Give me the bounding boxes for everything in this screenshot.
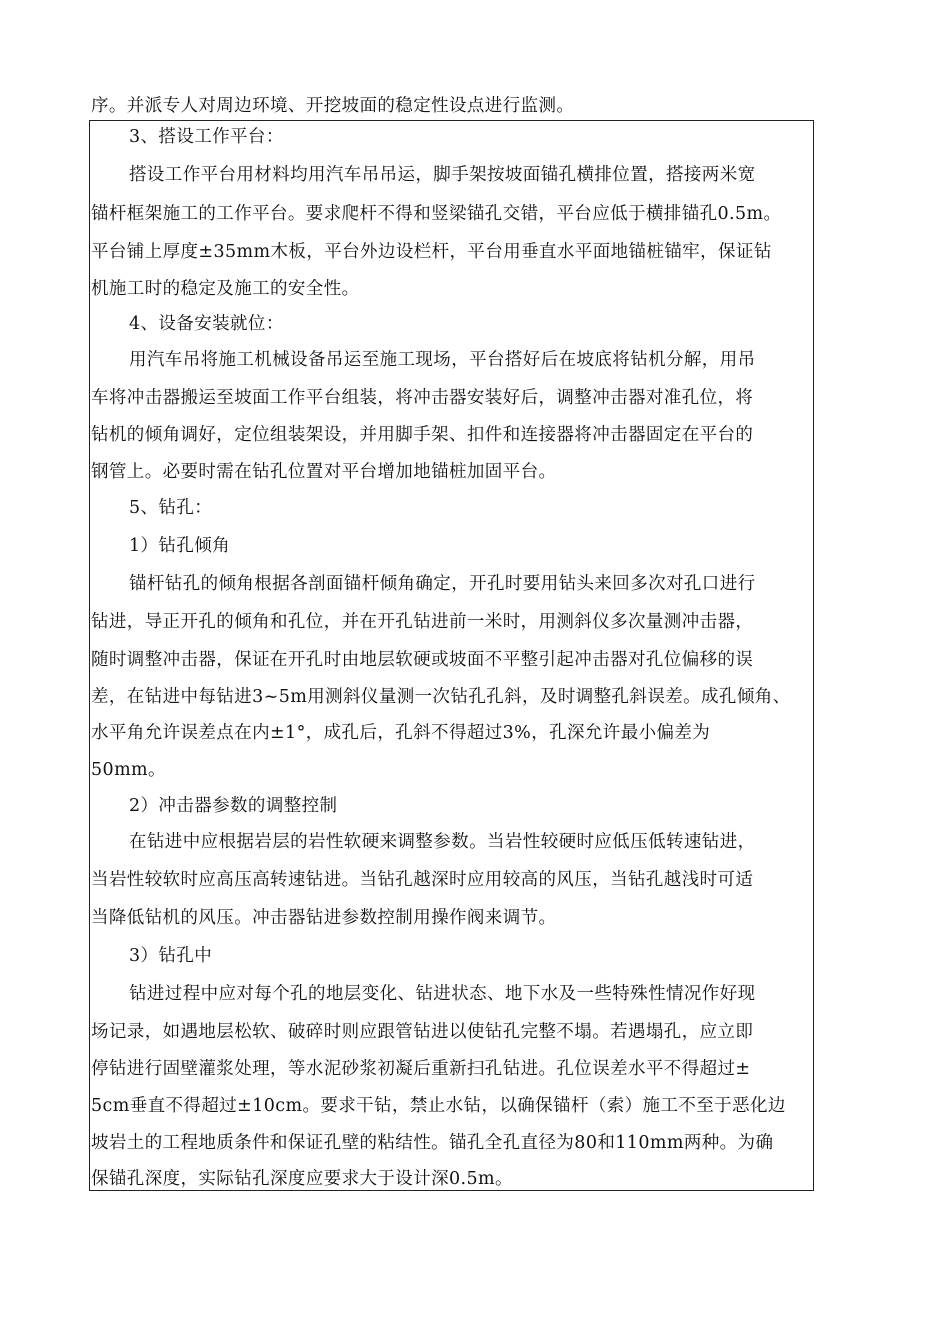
text-line: 停钻进行固壁灌浆处理，等水泥砂浆初凝后重新扫孔钻进。孔位误差水平不得超过± <box>91 1059 751 1079</box>
text-line: 当岩性较软时应高压高转速钻进。当钻孔越深时应用较高的风压，当钻孔越浅时可适 <box>91 870 754 890</box>
text-line: 保锚孔深度，实际钻孔深度应要求大于设计深0.5m。 <box>91 1169 513 1189</box>
text-line: 钻机的倾角调好，定位组装架设，并用脚手架、扣件和连接器将冲击器固定在平台的 <box>91 425 754 445</box>
text-line: 场记录，如遇地层松软、破碎时则应跟管钻进以使钻孔完整不塌。若遇塌孔，应立即 <box>91 1022 754 1042</box>
text-line: 锚杆框架施工的工作平台。要求爬杆不得和竖梁锚孔交错，平台应低于横排锚孔0.5m。 <box>91 204 782 224</box>
text-line: 钻进过程中应对每个孔的地层变化、钻进状态、地下水及一些特殊性情况作好现 <box>129 984 756 1004</box>
text-line: 搭设工作平台用材料均用汽车吊吊运，脚手架按坡面锚孔横排位置，搭接两米宽 <box>129 165 756 185</box>
text-line: 序。并派专人对周边环境、开挖坡面的稳定性设点进行监测。 <box>91 96 575 116</box>
text-line: 锚杆钻孔的倾角根据各剖面锚杆倾角确定，开孔时要用钻头来回多次对孔口进行 <box>129 574 756 594</box>
text-line: 差，在钻进中每钻进3~5m用测斜仪量测一次钻孔孔斜，及时调整孔斜误差。成孔倾角、 <box>91 687 791 707</box>
text-line: 随时调整冲击器，保证在开孔时由地层软硬或坡面不平整引起冲击器对孔位偏移的误 <box>91 650 754 670</box>
subsection-heading: 1）钻孔倾角 <box>129 536 231 556</box>
subsection-heading: 2）冲击器参数的调整控制 <box>129 796 338 816</box>
text-line: 钻进，导正开孔的倾角和孔位，并在开孔钻进前一米时，用测斜仪多次量测冲击器， <box>91 612 754 632</box>
text-line: 用汽车吊将施工机械设备吊运至施工现场，平台搭好后在坡底将钻机分解，用吊 <box>129 350 756 370</box>
text-line: 机施工时的稳定及施工的安全性。 <box>91 279 360 299</box>
text-line: 5cm垂直不得超过±10cm。要求干钻，禁止水钻，以确保锚杆（索）施工不至于恶化边 <box>91 1096 786 1116</box>
section-heading: 3、搭设工作平台： <box>129 127 284 147</box>
text-line: 水平角允许误差点在内±1°，成孔后，孔斜不得超过3%，孔深允许最小偏差为 <box>91 723 711 743</box>
subsection-heading: 3）钻孔中 <box>129 946 213 966</box>
text-line: 车将冲击器搬运至坡面工作平台组装，将冲击器安装好后，调整冲击器对准孔位，将 <box>91 388 754 408</box>
text-line: 钢管上。必要时需在钻孔位置对平台增加地锚桩加固平台。 <box>91 462 557 482</box>
text-line: 50mm。 <box>91 760 166 780</box>
text-line: 坡岩土的工程地质条件和保证孔壁的粘结性。锚孔全孔直径为80和110mm两种。为确 <box>91 1133 774 1153</box>
text-line: 当降低钻机的风压。冲击器钻进参数控制用操作阀来调节。 <box>91 908 557 928</box>
section-heading: 5、钻孔： <box>129 498 213 518</box>
section-heading: 4、设备安装就位： <box>129 314 284 334</box>
text-line: 平台铺上厚度±35mm木板，平台外边设栏杆，平台用垂直水平面地锚桩锚牢，保证钻 <box>91 242 772 262</box>
text-line: 在钻进中应根据岩层的岩性软硬来调整参数。当岩性较硬时应低压低转速钻进， <box>129 832 756 852</box>
